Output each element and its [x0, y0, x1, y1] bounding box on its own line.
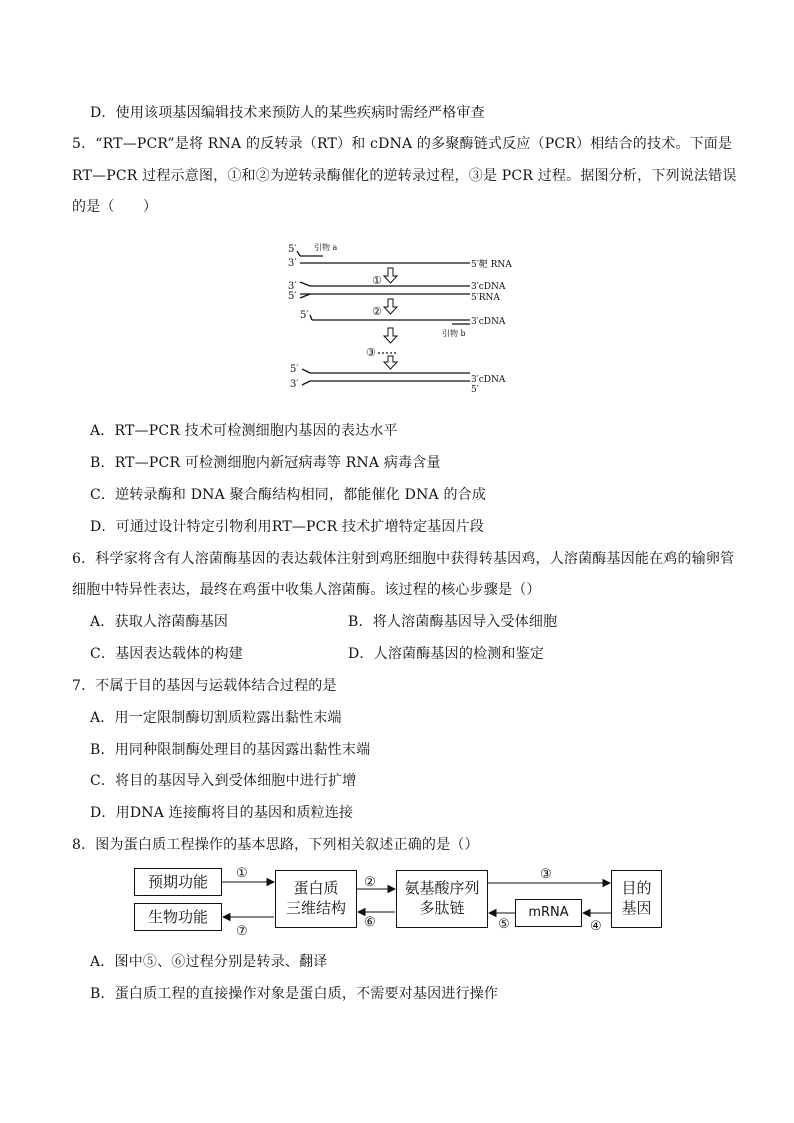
- q5-option-b: B．RT—PCR 可检测细胞内新冠病毒等 RNA 病毒含量: [90, 455, 441, 471]
- q5-stem-line1: 5．“RT—PCR”是将 RNA 的反转录（RT）和 cDNA 的多聚酶链式反应（PCR）相结合的技术。下面是: [72, 136, 733, 152]
- q6-option-a: A．获取人溶菌酶基因: [90, 614, 229, 630]
- cdna-label: 3′cDNA: [471, 282, 506, 292]
- label-5prime: 5′: [288, 291, 297, 302]
- target-gene-line1: 目的: [621, 879, 652, 897]
- q7-option-c: C．将目的基因导入到受体细胞中进行扩增: [90, 773, 357, 789]
- q7-option-b: B．用同种限制酶处理目的基因露出黏性末端: [90, 742, 371, 758]
- q8-stem: 8．图为蛋白质工程操作的基本思路，下列相关叙述正确的是（）: [72, 837, 479, 853]
- step-1-num: ①: [236, 866, 248, 881]
- label-3prime: 3′: [290, 379, 299, 390]
- q7-stem: 7．不属于目的基因与运载体结合过程的是: [72, 678, 337, 694]
- end-5prime: 5′: [471, 385, 479, 395]
- step-1-label: ①: [372, 274, 382, 287]
- q5-stem-line3: 的是（ ）: [72, 199, 158, 215]
- step-6-num: ⑥: [364, 915, 376, 930]
- q8-option-a: A．图中⑤、⑥过程分别是转录、翻译: [90, 954, 328, 970]
- rna-label: 5′RNA: [471, 293, 500, 303]
- q8-option-b: B．蛋白质工程的直接操作对象是蛋白质，不需要对基因进行操作: [90, 986, 499, 1002]
- target-rna-label: 5′靶 RNA: [471, 260, 512, 270]
- q4-option-d: D．使用该项基因编辑技术来预防人的某些疾病时需经严格审查: [90, 105, 485, 121]
- q6-option-d: D．人溶菌酶基因的检测和鉴定: [348, 646, 545, 662]
- cdna-label-3: 3′cDNA: [471, 375, 506, 385]
- step-7-num: ⑦: [236, 924, 248, 939]
- q6-stem-line2: 细胞中特异性表达，最终在鸡蛋中收集人溶菌酶。该过程的核心步骤是（）: [72, 582, 541, 598]
- protein-structure-line1: 蛋白质: [293, 879, 339, 897]
- label-5prime: 5′: [300, 310, 309, 321]
- q7-option-a: A．用一定限制酶切割质粒露出黏性末端: [90, 710, 342, 726]
- cdna-label-2: 3′cDNA: [471, 317, 506, 327]
- q7-option-d: D．用DNA 连接酶将目的基因和质粒连接: [90, 805, 354, 821]
- q5-option-a: A．RT—PCR 技术可检测细胞内基因的表达水平: [90, 423, 398, 439]
- q5-stem-line2: RT—PCR 过程示意图，①和②为逆转录酶催化的逆转录过程，③是 PCR 过程。据图分析，下列说法错误: [72, 168, 737, 184]
- step-2-num: ②: [364, 875, 376, 890]
- step-3-label: ③: [366, 346, 376, 359]
- primer-b-label: 引物 b: [442, 329, 466, 338]
- mrna-box: mRNA: [515, 899, 582, 927]
- primer-a-label: 引物 a: [314, 243, 338, 252]
- bio-function-box: 生物功能: [134, 903, 222, 931]
- protein-engineering-arrows: [0, 860, 794, 940]
- q5-option-d: D．可通过设计特定引物利用RT—PCR 技术扩增特定基因片段: [90, 519, 484, 535]
- label-5prime: 5′: [290, 364, 299, 375]
- step-5-num: ⑤: [498, 917, 510, 932]
- amino-acid-line1: 氨基酸序列: [404, 879, 480, 897]
- q6-option-b: B．将人溶菌酶基因导入受体细胞: [348, 614, 558, 630]
- label-3prime: 3′: [288, 281, 297, 292]
- step-4-num: ④: [590, 919, 602, 934]
- rt-pcr-diagram: [280, 236, 520, 396]
- amino-acid-line2: 多肽链: [419, 899, 465, 917]
- target-gene-line2: 基因: [621, 899, 652, 917]
- protein-structure-line2: 三维结构: [285, 899, 346, 917]
- q6-stem-line1: 6．科学家将含有人溶菌酶基因的表达载体注射到鸡胚细胞中获得转基因鸡，人溶菌酶基因能在鸡的输卵管: [72, 551, 735, 567]
- expected-function-box: 预期功能: [134, 868, 222, 896]
- step-3-num: ③: [540, 867, 552, 882]
- label-3prime: 3′: [288, 258, 297, 269]
- label-5prime: 5′: [288, 244, 297, 255]
- q5-option-c: C．逆转录酶和 DNA 聚合酶结构相同，都能催化 DNA 的合成: [90, 487, 487, 503]
- step-2-label: ②: [372, 305, 382, 318]
- q6-option-c: C．基因表达载体的构建: [90, 646, 243, 662]
